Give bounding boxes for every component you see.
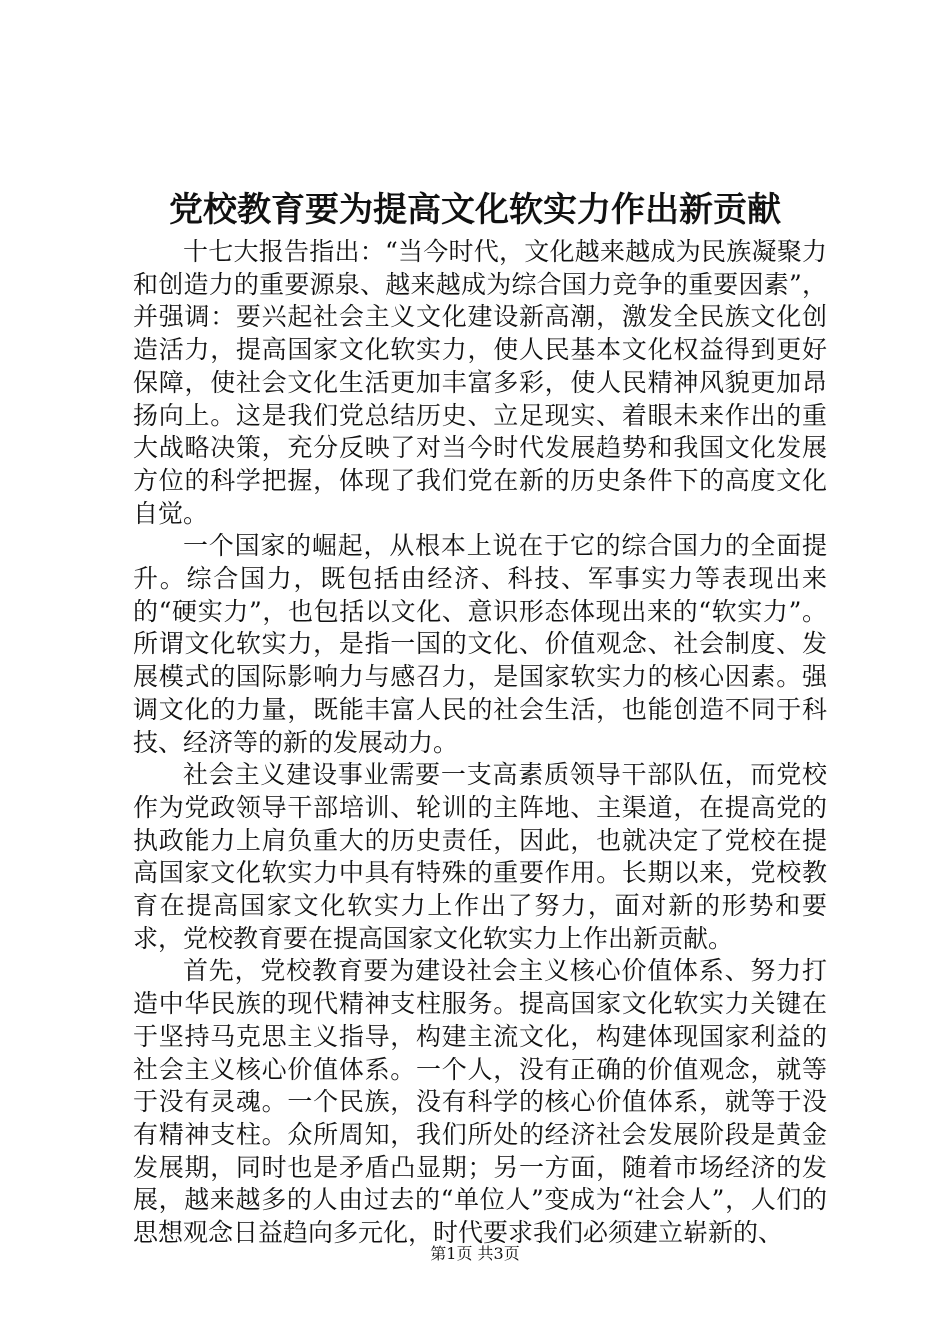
paragraph-4: 首先，党校教育要为建设社会主义核心价值体系、努力打造中华民族的现代精神支柱服务。提高国家文化软实力关键在于坚持马克思主义指导，构建主流文化，构建体现国家利益的社会主义核心价值体系。一个人，没有正确的价值观念，就等于没有灵魂。一个民族，没有科学的核心价值体系，就等于没有精神支柱。众所周知，我们所处的经济社会发展阶段是黄金发展期，同时也是矛盾凸显期；另一方面，随着市场经济的发展，越来越多的人由过去的“单位人”变成为“社会人”，人们的思想观念日益趋向多元化，时代要求我们必须建立崭新的、 [133,956,827,1248]
paragraph-3: 社会主义建设事业需要一支高素质领导干部队伍，而党校作为党政领导干部培训、轮训的主阵地、主渠道，在提高党的执政能力上肩负重大的历史责任，因此，也就决定了党校在提高国家文化软实力中具有特殊的重要作用。长期以来，党校教育在提高国家文化软实力上作出了努力，面对新的形势和要求，党校教育要在提高国家文化软实力上作出新贡献。 [133,760,827,953]
document-title: 党校教育要为提高文化软实力作出新贡献 [169,190,781,230]
paragraph-1: 十七大报告指出：“当今时代，文化越来越成为民族凝聚力和创造力的重要源泉、越来越成为综合国力竞争的重要因素”，并强调：要兴起社会主义文化建设新高潮，激发全民族文化创造活力，提高国家文化软实力，使人民基本文化权益得到更好保障，使社会文化生活更加丰富多彩，使人民精神风貌更加昂扬向上。这是我们党总结历史、立足现实、着眼未来作出的重大战略决策，充分反映了对当今时代发展趋势和我国文化发展方位的科学把握，体现了我们党在新的历史条件下的高度文化自觉。 [133,237,827,528]
document-body [133,236,827,1250]
paragraph-2: 一个国家的崛起，从根本上说在于它的综合国力的全面提升。综合国力，既包括由经济、科技、军事实力等表现出来的“硬实力”，也包括以文化、意识形态体现出来的“软实力”。所谓文化软实力，是指一国的文化、价值观念、社会制度、发展模式的国际影响力与感召力，是国家软实力的核心因素。强调文化的力量，既能丰富人民的社会生活，也能创造不同于科技、经济等的新的发展动力。 [133,531,827,757]
page-number-footer: 第1页 共3页 [430,1244,520,1263]
